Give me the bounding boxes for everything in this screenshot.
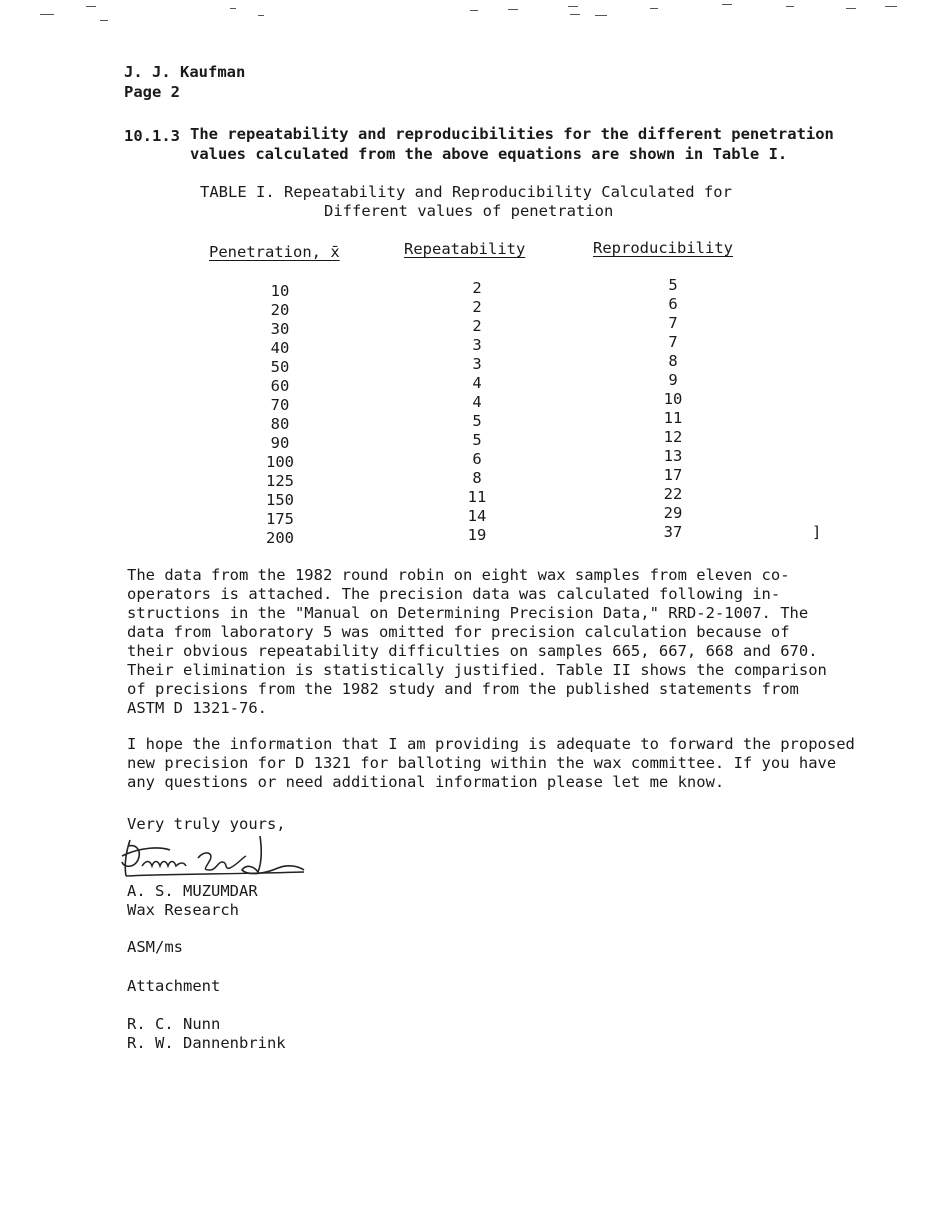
reproducibility-column xyxy=(648,276,698,542)
attachment-label: Attachment xyxy=(127,977,221,995)
table-cell: 14 xyxy=(467,507,487,525)
paragraph-line: Their elimination is statistically justified. Table II shows the comparison xyxy=(127,661,827,679)
signer-dept: Wax Research xyxy=(127,901,239,919)
cc-recipient-1: R. C. Nunn xyxy=(127,1015,221,1033)
column-header-repeatability: Repeatability xyxy=(404,240,526,258)
section-text-line2: values calculated from the above equations are shown in Table I. xyxy=(190,145,788,163)
table-cell: 17 xyxy=(663,466,683,484)
table-cell: 22 xyxy=(663,485,683,503)
table-caption-line2: Different values of penetration xyxy=(324,202,614,220)
paragraph-line: new precision for D 1321 for balloting within the wax committee. If you have xyxy=(127,754,837,772)
table-cell: 7 xyxy=(668,333,678,351)
paragraph-line: I hope the information that I am providing is adequate to forward the proposed xyxy=(127,735,855,753)
table-cell: 13 xyxy=(663,447,683,465)
table-cell: 125 xyxy=(266,472,294,490)
table-cell: 8 xyxy=(668,352,678,370)
salutation: Very truly yours, xyxy=(127,815,286,833)
column-header-penetration: Penetration, x̄ xyxy=(209,243,340,261)
table-cell: 200 xyxy=(266,529,294,547)
table-cell: 11 xyxy=(663,409,683,427)
table-cell: 8 xyxy=(472,469,482,487)
table-cell: 50 xyxy=(270,358,290,376)
table-cell: 2 xyxy=(472,279,482,297)
repeatability-column xyxy=(452,279,502,545)
signer-name: A. S. MUZUMDAR xyxy=(127,882,258,900)
paragraph-line: data from laboratory 5 was omitted for precision calculation because of xyxy=(127,623,790,641)
section-number: 10.1.3 xyxy=(124,127,180,145)
table-cell: 37 xyxy=(663,523,683,541)
table-bracket: ] xyxy=(812,523,822,541)
body-paragraph-2 xyxy=(127,735,867,792)
table-cell: 70 xyxy=(270,396,290,414)
table-cell: 10 xyxy=(663,390,683,408)
header-page: Page 2 xyxy=(124,83,180,101)
table-cell: 80 xyxy=(270,415,290,433)
table-cell: 60 xyxy=(270,377,290,395)
section-text-line1: The repeatability and reproducibilities for the different penetration xyxy=(190,125,834,143)
paragraph-line: their obvious repeatability difficulties on samples 665, 667, 668 and 670. xyxy=(127,642,818,660)
column-header-reproducibility: Reproducibility xyxy=(593,239,733,257)
signature xyxy=(118,832,308,882)
table-cell: 2 xyxy=(472,298,482,316)
table-cell: 4 xyxy=(472,374,482,392)
table-cell: 3 xyxy=(472,355,482,373)
table-cell: 7 xyxy=(668,314,678,332)
table-caption-line1: TABLE I. Repeatability and Reproducibility Calculated for xyxy=(200,183,732,201)
table-cell: 6 xyxy=(668,295,678,313)
penetration-column xyxy=(255,282,305,548)
table-cell: 5 xyxy=(472,412,482,430)
paragraph-line: structions in the "Manual on Determining Precision Data," RRD-2-1007. The xyxy=(127,604,809,622)
table-cell: 11 xyxy=(467,488,487,506)
table-cell: 10 xyxy=(270,282,290,300)
cc-recipient-2: R. W. Dannenbrink xyxy=(127,1034,286,1052)
table-cell: 19 xyxy=(467,526,487,544)
body-paragraph-1 xyxy=(127,566,867,718)
table-cell: 150 xyxy=(266,491,294,509)
paragraph-line: operators is attached. The precision data was calculated following in- xyxy=(127,585,781,603)
table-cell: 5 xyxy=(668,276,678,294)
table-cell: 175 xyxy=(266,510,294,528)
table-cell: 40 xyxy=(270,339,290,357)
table-cell: 6 xyxy=(472,450,482,468)
paragraph-line: ASTM D 1321-76. xyxy=(127,699,267,717)
table-cell: 20 xyxy=(270,301,290,319)
table-cell: 30 xyxy=(270,320,290,338)
table-cell: 3 xyxy=(472,336,482,354)
table-cell: 100 xyxy=(266,453,294,471)
table-cell: 12 xyxy=(663,428,683,446)
table-cell: 29 xyxy=(663,504,683,522)
initials: ASM/ms xyxy=(127,938,183,956)
header-author: J. J. Kaufman xyxy=(124,63,246,81)
paragraph-line: of precisions from the 1982 study and from the published statements from xyxy=(127,680,799,698)
table-cell: 2 xyxy=(472,317,482,335)
table-cell: 90 xyxy=(270,434,290,452)
table-cell: 9 xyxy=(668,371,678,389)
table-cell: 4 xyxy=(472,393,482,411)
paragraph-line: The data from the 1982 round robin on eight wax samples from eleven co- xyxy=(127,566,790,584)
table-cell: 5 xyxy=(472,431,482,449)
paragraph-line: any questions or need additional information please let me know. xyxy=(127,773,725,791)
